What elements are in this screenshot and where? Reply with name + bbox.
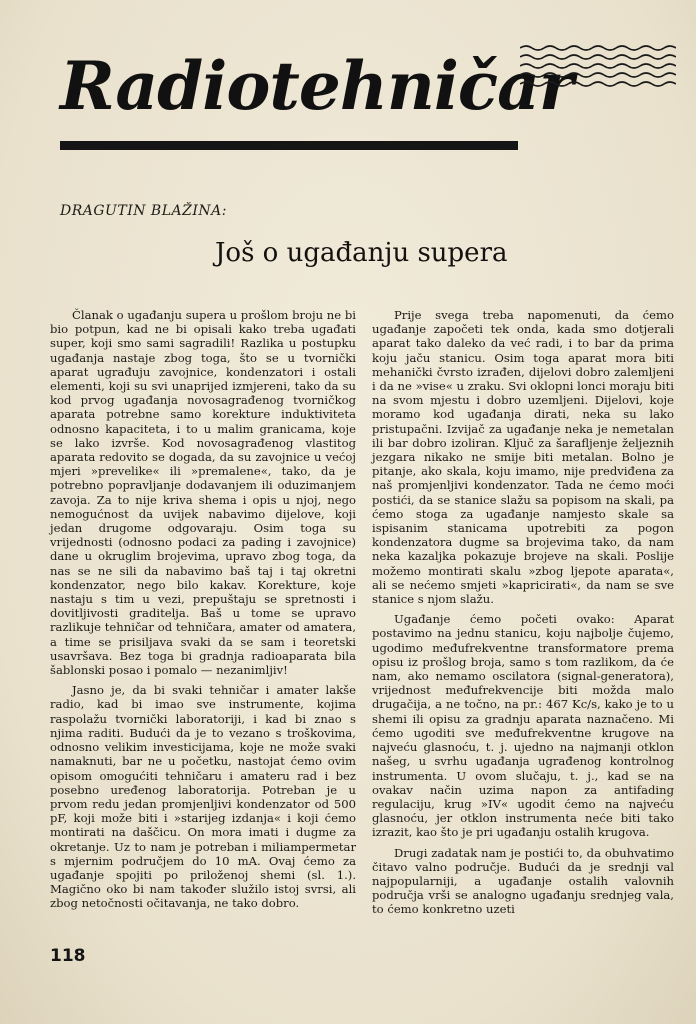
paragraph: Ugađanje ćemo početi ovako: Aparat postavimo na jednu stanicu, koju najbolje čujemo, ugodimo međufrekventne transformatore prema opisu iz prošlog broja, samo s tom razlikom, da će nam, ako nemamo oscilatora (signal-generatora), vrijednost međufrekvencije biti možda malo drugačija, a ne točno, na pr.: 467 Kc/s, kako je to u shemi ili opisu za gradnju aparata naznačeno. Mi ćemo ugoditi sve međufrekventne krugove na najveću glasnoću, t. j. ujedno na najmanji otklon našeg, u svrhu ugađanja ugrađenog kontrolnog instrumenta. U ovom slučaju, t. j., kad se na ovakav način uzima napon za antifading regulaciju, krug »IV« ugodit ćemo na najveću glasnoću, jer otklon instrumenta neće biti tako izrazit, kao što je pri ugađanju ostalih krugova. <box>372 612 674 840</box>
article-author: DRAGUTIN BLAŽINA: <box>60 203 227 219</box>
masthead-rule <box>60 141 518 150</box>
paragraph: Članak o ugađanju supera u prošlom broju ne bi bio potpun, kad ne bi opisali kako treba ugađati super, koji smo sami sagradili! Razlika u postupku ugađanja nastaje zbog toga, što se u tvornički aparat ugrađuju zavojnice, kondenzatori i ostali elementi, koji su svi unaprijed izmjereni, tako da su kod prvog ugađanja novosagrađenog tvorničkog aparata potrebne samo korekture induktiviteta odnosno kapaciteta, i to u malim granicama, koje se lako izvrše. Kod novosagrađenog vlastitog aparata redovito se dogada, da su zavojnice u većoj mjeri »prevelike« ili »premalene«, tako, da je potrebno popravljanje dodavanjem ili oduzimanjem zavoja. Za to nije kriva shema i opis u njoj, nego nemogućnost da uvijek nabavimo dijelove, koji jedan drugome odgovaraju. Osim toga su vrijednosti (odnosno podaci za pading i zavojnice) dane u okruglim brojevima, upravo zbog toga, da nas se ne sili da nabavimo baš taj i taj okretni kondenzator, nego bilo kakav. Korekture, koje nastaju s tim u vezi, prepuštaju se spretnosti i dovitljivosti graditelja. Baš u tome se upravo razlikuje tehničar od tehničara, amater od amatera, a time se prisiljava svaki da se sam i teoretski usavršava. Bez toga bi gradnja radioaparata bila šablonski posao i pomalo — nezanimljiv! <box>50 308 356 678</box>
paragraph: Jasno je, da bi svaki tehničar i amater lakše radio, kad bi imao sve instrumente, kojima raspolažu tvornički laboratoriji, i kad bi znao s njima raditi. Budući da je to vezano s troškovima, odnosno velikim investicijama, koje ne može svaki namaknuti, bar ne u početku, nastojat ćemo ovim opisom omogućiti tehničaru i amateru rad i bez posebno uređenog laboratorija. Potreban je u prvom redu jedan promjenljivi kondenzator od 500 pF, koji može biti i »starijeg izdanja« i koji ćemo montirati na daščicu. On mora imati i dugme za okretanje. Uz to nam je potreban i miliampermetar s mjernim područjem do 10 mA. Ovaj ćemo za ugađanje spojiti po priloženoj shemi (sl. 1.). Magično oko bi nam također služilo istoj svrsi, ali zbog netočnosti očitavanja, ne tako dobro. <box>50 683 356 911</box>
article-column-right <box>372 308 674 917</box>
page-number: 118 <box>50 946 86 966</box>
article-title: Još o ugađanju supera <box>215 238 508 268</box>
wave-lines-ornament <box>520 42 676 90</box>
paragraph: Prije svega treba napomenuti, da ćemo ugađanje započeti tek onda, kada smo dotjerali aparat tako daleko da već radi, i to bar da prima koju jaču stanicu. Osim toga aparat mora biti mehanički čvrsto izrađen, dijelovi dobro zalemljeni i da ne »vise« u zraku. Svi oklopni lonci moraju biti na svom mjestu i dobro uzemljeni. Dijelovi, koje moramo kod ugađanja dirati, neka su lako pristupačni. Izvijač za ugađanje neka je nemetalan ili bar dobro izoliran. Ključ za šarafljenje željeznih jezgara nikako ne smije biti metalan. Bolno je pitanje, ako skala, koju imamo, nije predviđena za naš promjenljivi kondenzator. Tada ne ćemo moći postići, da se stanice slažu sa popisom na skali, pa ćemo stoga za ugađanje namjesto skale sa ispisanim stanicama upotrebiti za pogon kondenzatora dugme sa brojevima tako, da nam neka kazaljka pokazuje brojeve na skali. Poslije možemo montirati skalu »zbog ljepote aparata«, ali se nećemo smjeti »kapricirati«, da nam se sve stanice s njom slažu. <box>372 308 674 607</box>
masthead-logo: Radiotehničar <box>60 47 573 125</box>
article-column-left <box>50 308 356 911</box>
paragraph: Drugi zadatak nam je postići to, da obuhvatimo čitavo valno područje. Budući da je srednji val najpopularniji, a ugađanje ostalih valovnih područja vrši se analogno ugađanju srednjeg vala, to ćemo konkretno uzeti <box>372 845 674 917</box>
